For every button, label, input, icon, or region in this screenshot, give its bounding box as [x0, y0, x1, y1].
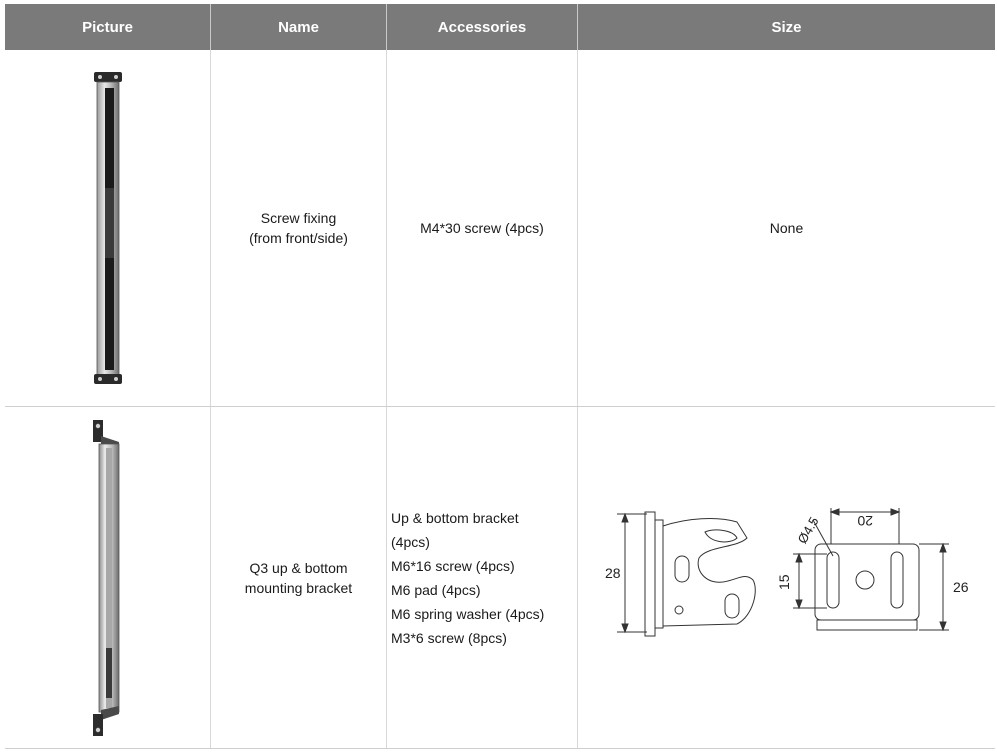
accessories-cell: [387, 50, 578, 406]
name-cell: [211, 50, 387, 406]
dim-15-label: 15: [775, 573, 792, 590]
dim-26-label: 26: [952, 578, 969, 595]
name-line: Screw fixing: [260, 210, 337, 226]
dim-20-label: 20: [856, 512, 873, 529]
dim-28-label: 28: [604, 564, 621, 581]
dim-hole-label: Ø4.5: [794, 513, 822, 546]
accessory-item: M4*30 screw (4pcs): [420, 220, 544, 236]
header-size: Size: [771, 18, 802, 36]
accessory-item: Up & bottom bracket: [391, 509, 519, 526]
header-name: Name: [211, 4, 387, 50]
name-cell: [211, 407, 387, 748]
light-curtain-bar-icon: [88, 68, 128, 388]
name-line: mounting bracket: [244, 579, 353, 596]
size-value: None: [769, 220, 804, 236]
accessory-item: M6 pad (4pcs): [391, 581, 481, 598]
accessory-item: (4pcs): [391, 533, 430, 550]
accessory-item: M6*16 screw (4pcs): [391, 557, 515, 574]
picture-cell: [5, 50, 211, 406]
accessory-item: M6 spring washer (4pcs): [391, 605, 545, 622]
light-curtain-bracket-bar-icon: [85, 418, 131, 738]
accessories-cell: [387, 407, 578, 748]
table-header: [5, 4, 995, 50]
table-row: [5, 50, 995, 407]
size-cell: [578, 407, 995, 748]
header-accessories: Accessories: [387, 4, 578, 50]
size-cell: [578, 50, 995, 406]
table-row: [5, 407, 995, 749]
header-picture: Picture: [5, 4, 211, 50]
name-line: (from front/side): [249, 230, 348, 246]
name-line: Q3 up & bottom: [249, 559, 348, 576]
accessory-item: M3*6 screw (8pcs): [391, 629, 507, 646]
picture-cell: [5, 407, 211, 748]
bracket-dimension-drawing: [587, 498, 987, 658]
